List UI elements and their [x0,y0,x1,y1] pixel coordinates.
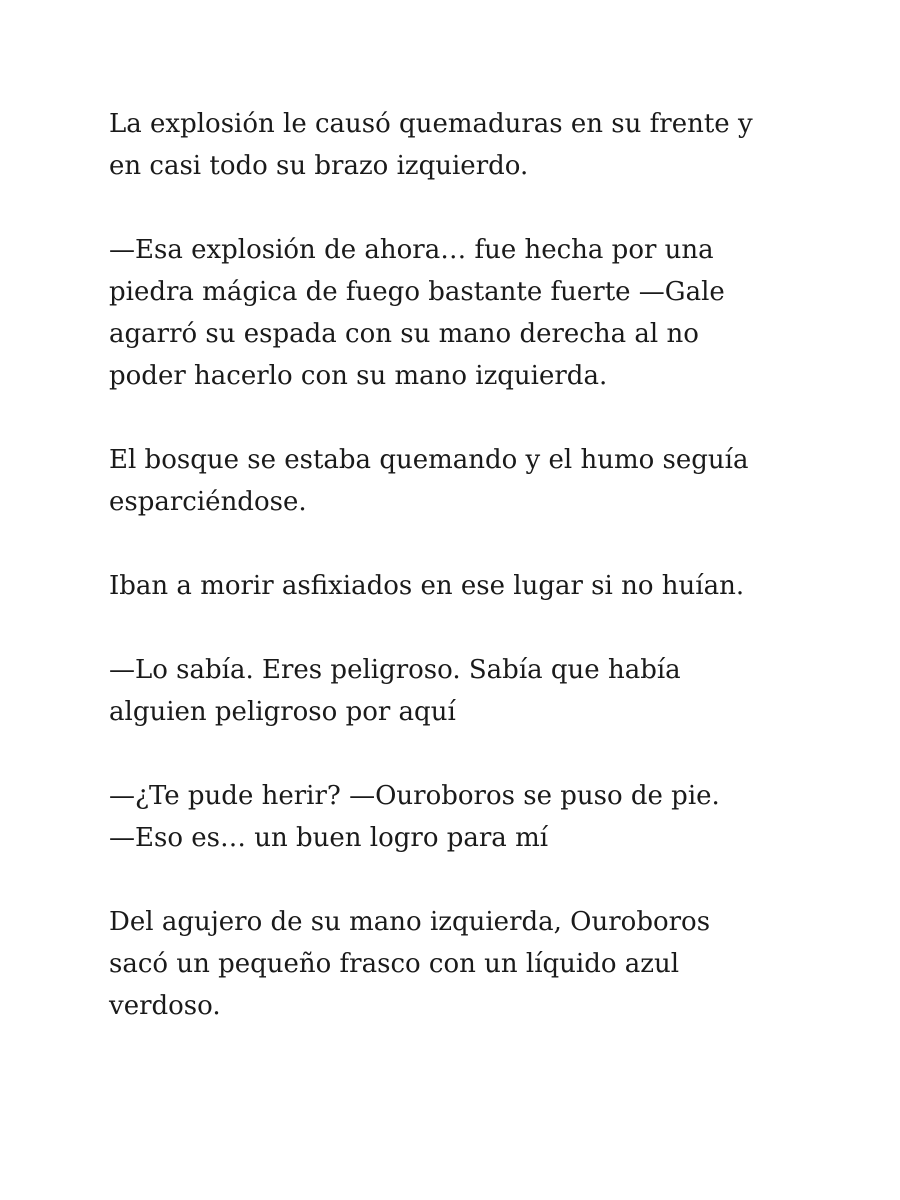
text-line: El bosque se estaba quemando y el humo seguía [109,445,749,475]
text-line: —Eso es… un buen logro para mí [109,823,549,853]
text-line: —¿Te pude herir? —Ouroboros se puso de pie. [109,781,720,811]
text-line: poder hacerlo con su mano izquierda. [109,361,608,391]
text-line: La explosión le causó quemaduras en su frente y [109,109,753,139]
paragraph-3 [109,439,809,523]
text-line: Iban a morir asfixiados en ese lugar si no huían. [109,571,745,601]
paragraph-7 [109,901,809,1027]
paragraph-2 [109,229,809,397]
text-line: en casi todo su brazo izquierdo. [109,151,529,181]
text-line: sacó un pequeño frasco con un líquido azul [109,949,680,979]
paragraph-5 [109,649,809,733]
paragraph-1 [109,103,809,187]
document-body [109,103,809,1069]
text-line: agarró su espada con su mano derecha al no [109,319,699,349]
text-line: —Esa explosión de ahora… fue hecha por una [109,235,714,265]
text-line: alguien peligroso por aquí [109,697,456,727]
text-line: piedra mágica de fuego bastante fuerte —Gale [109,277,725,307]
text-line: Del agujero de su mano izquierda, Ouroboros [109,907,711,937]
paragraph-6 [109,775,809,859]
text-line: verdoso. [109,991,221,1021]
text-line: esparciéndose. [109,487,307,517]
text-line: —Lo sabía. Eres peligroso. Sabía que había [109,655,681,685]
paragraph-4 [109,565,809,607]
